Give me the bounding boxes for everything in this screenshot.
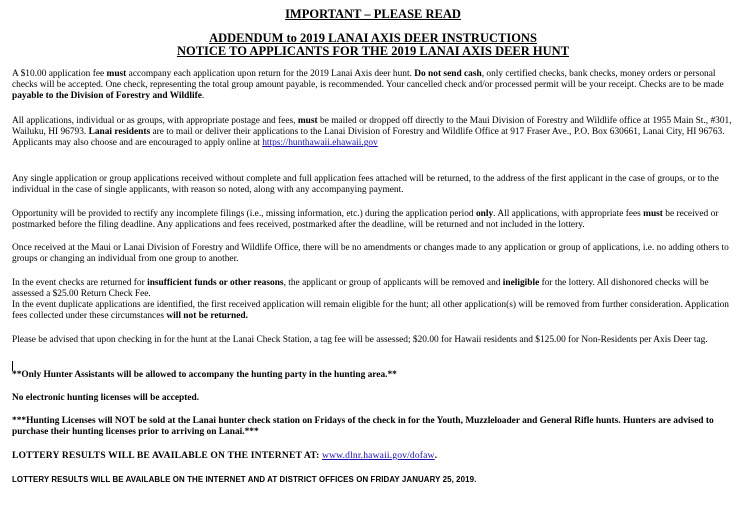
dofaw-link[interactable]: www.dlnr.hawaii.gov/dofaw	[322, 450, 435, 461]
electronic-licenses-notice: No electronic hunting licenses will be accepted.	[12, 393, 200, 403]
important-heading: IMPORTANT – PLEASE READ	[285, 7, 461, 21]
apply-online-text: Applicants may also choose and are encouraged to apply online at	[12, 138, 263, 149]
rectify-only: only	[475, 209, 494, 219]
rectify-text-3: be received or postmarked before the filing deadline. Any applications and fees received, postmarked after the deadline, will be returned and not included in the lottery.	[12, 209, 719, 231]
fee-must: must	[106, 69, 127, 79]
lottery-internet-line	[12, 450, 437, 461]
returned-checks-paragraph	[12, 278, 734, 322]
rectify-must: must	[643, 209, 663, 219]
lottery-text: LOTTERY RESULTS WILL BE AVAILABLE ON THE INTERNET AT:	[12, 450, 322, 461]
mailing-paragraph	[12, 116, 734, 149]
payable-to-text: payable to the Division of Forestry and Wildlife	[12, 91, 202, 102]
ineligible-text: ineligible	[502, 278, 540, 288]
fee-text-3: , only certified checks, bank checks, money orders or personal checks will be accepted. One check, representing the total group amount payable, is recommended. Your cancelled check and/or processed permit will be your receipt. Checks are to be made	[12, 69, 724, 91]
incomplete-fees-paragraph: Any single application or group applications received without complete and full application fees attached will be returned, to the address of the first applicant in the case of groups, or to the individual in the case of single applicants, with reason so noted, along with any accompanying payment.	[12, 174, 719, 196]
rectify-text-2: . All applications, with appropriate fees	[493, 209, 644, 219]
lottery-period: .	[434, 450, 438, 461]
no-cash-text: Do not send cash	[414, 69, 482, 79]
apply-online-link[interactable]: https://hunthawaii.ehawaii.gov	[262, 138, 378, 149]
checks-text: In the event checks are returned for	[12, 278, 148, 288]
mailing-text-3: are to mail or deliver their applications to the Lanai Division of Forestry and Wildlife Office at 917 Fraser Ave., P.O. Box 630661, Lanai City, HI 96763.	[150, 127, 725, 138]
hunting-licenses-notice: ***Hunting Licenses will NOT be sold at the Lanai hunter check station on Fridays of the check in for the Youth, Muzzleloader and General Rifle hunts. Hunters are advised to purchase their hunting licenses prior to arriving on Lanai.***	[12, 416, 714, 438]
tag-fee-paragraph: Please be advised that upon checking in for the hunt at the Lanai Check Station, a tag fee will be assessed; $20.00 for Hawaii residents and $125.00 for Non-Residents per Axis Deer tag.	[12, 335, 708, 345]
fee-paragraph	[12, 69, 734, 102]
no-amendments-paragraph: Once received at the Maui or Lanai Division of Forestry and Wildlife Office, there will be no amendments or changes made to any application or group of applications, i.e. no adding others to groups or changing an individual from one group to another.	[12, 243, 729, 265]
insufficient-funds-text: insufficient funds or other reasons	[147, 278, 284, 288]
addendum-title: ADDENDUM to 2019 LANAI AXIS DEER INSTRUCTIONS	[209, 31, 537, 45]
fee-period: .	[201, 91, 205, 102]
hunter-assistants-notice: **Only Hunter Assistants will be allowed to accompany the hunting party in the hunting area.**	[12, 370, 397, 380]
lanai-residents-text: Lanai residents	[88, 127, 151, 138]
notice-title: NOTICE TO APPLICANTS FOR THE 2019 LANAI AXIS DEER HUNT	[176, 44, 570, 58]
mailing-must: must	[297, 116, 318, 126]
not-returned-text: will not be returned.	[166, 311, 248, 322]
fee-text-2: accompany each application upon return for the 2019 Lanai Axis deer hunt.	[126, 69, 415, 79]
rectify-paragraph	[12, 209, 734, 231]
fee-text: A $10.00 application fee	[12, 69, 107, 79]
duplicates-text: In the event duplicate applications are identified, the first received application will remain eligible for the hunt; all other application(s) will be removed from further consideration. Application fees collected under these circumstances	[12, 300, 729, 322]
rectify-text: Opportunity will be provided to rectify any incomplete filings (i.e., missing information, etc.) during the application period	[12, 209, 476, 219]
lottery-date-line: LOTTERY RESULTS WILL BE AVAILABLE ON THE INTERNET AND AT DISTRICT OFFICES ON FRIDAY JANUARY 25, 2019.	[12, 475, 477, 484]
checks-text-3: for the lottery. All dishonored checks will be assessed a $25.00 Return Check Fee.	[12, 278, 709, 300]
checks-text-2: , the applicant or group of applicants will be removed and	[283, 278, 503, 288]
mailing-text: All applications, individual or as groups, with appropriate postage and fees,	[12, 116, 298, 126]
mailing-text-2: be mailed or dropped off directly to the Maui Division of Forestry and Wildlife office at 1955 Main St., #301, Wailuku, HI 96793.	[12, 116, 732, 138]
